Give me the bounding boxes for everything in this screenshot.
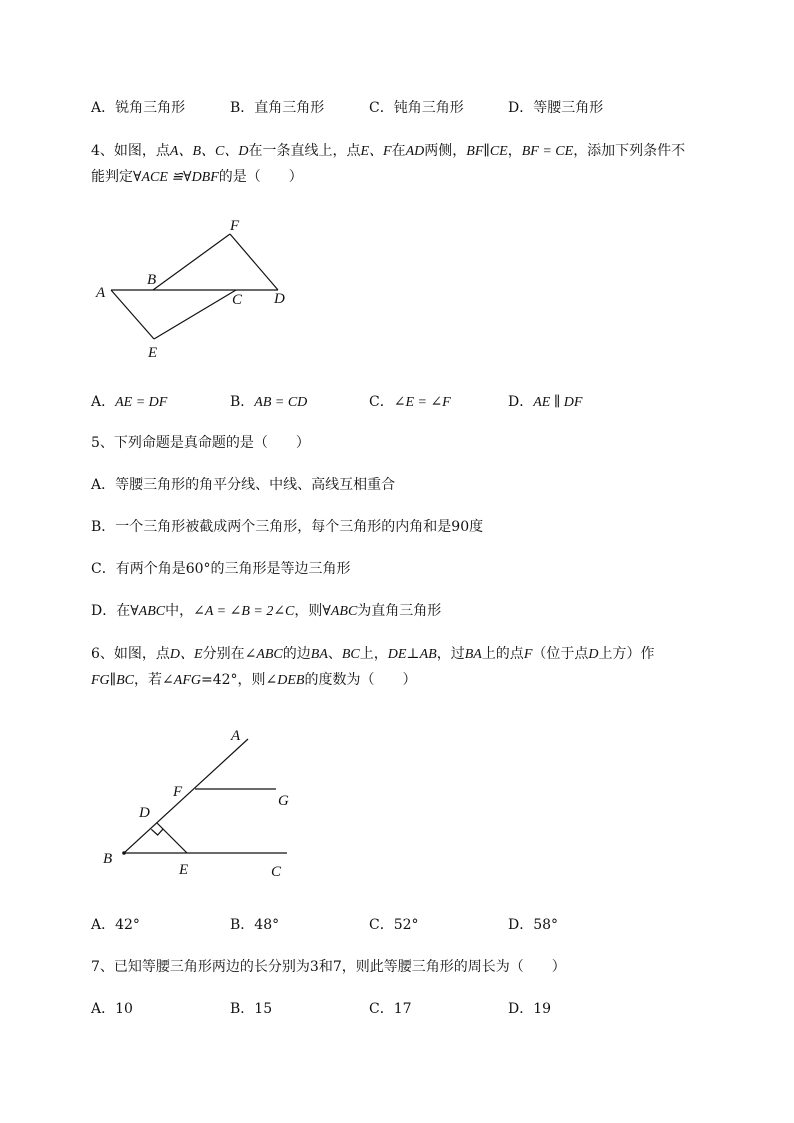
q4-option-prefix: B． [230,394,255,410]
q6-option-c: C．52° [369,917,419,933]
q5-text: 中， [165,603,194,619]
q6-points: D、E [169,647,203,662]
q4-text: ，添加下列条件不 [573,143,686,159]
q4-text: 4、如图，点 [91,143,170,159]
q4-text: 能判定 [91,169,133,185]
q6-text: 分别在 [202,646,245,662]
q6-segment: BA [464,647,482,662]
q6-segment: BA [310,647,328,662]
q4-text: 两侧， [424,143,467,159]
q6-text: 的边 [282,646,311,662]
q6-label-e: E [179,862,189,878]
q4-segment: AD [405,144,425,159]
q6-label-a: A [231,728,241,744]
q4-label-f: F [230,218,240,234]
q6-parallel-expr: FG∥BC [91,673,135,688]
q4-points: A、B、C、D [169,144,249,159]
q6-label-c: C [271,864,282,880]
q4-parallel-expr: BF∥CE [466,144,508,159]
q7-option-a: A．10 [91,1001,133,1017]
q4-option-expr: AE ∥ DF [533,395,583,410]
q6-angle: ∠AFG [162,673,201,688]
q4-label-b: B [147,272,157,288]
q5-triangle: ∀ABC [322,604,358,619]
q4-option-prefix: C． [369,394,394,410]
q4-points: E、F [360,144,392,159]
q7-option-d: D．19 [508,1001,552,1017]
q6-text: ，若 [134,672,163,688]
q6-segment: BC [341,647,360,662]
q4-option-expr: AE = DF [115,395,168,410]
q5-option-c: C．有两个角是60°的三角形是等边三角形 [91,561,351,577]
q6-label-g: G [278,793,289,809]
q7-stem: 7、已知等腰三角形两边的长分别为3和7，则此等腰三角形的周长为（ ） [91,959,566,975]
q6-segment-de [157,823,187,853]
q6-right-angle-mark [151,829,163,836]
q6-perp-expr: DE⊥AB [387,647,437,662]
q5-text: 为直角三角形 [357,603,442,619]
q3-option-d: D．等腰三角形 [508,100,604,116]
q6-text: 上， [359,646,388,662]
q6-text: 6、如图，点 [91,646,170,662]
q6-point: D [588,647,599,662]
q4-text: 在一条直线上，点 [248,143,361,159]
q4-label-d: D [274,291,285,307]
q4-option-prefix: D． [508,394,534,410]
q6-option-d: D．58° [508,917,559,933]
q6-ray-ba [124,739,248,853]
q5-stem: 5、下列命题是真命题的是（ ） [91,435,310,451]
q5-option-a: A．等腰三角形的角平分线、中线、高线互相重合 [91,477,396,493]
q5-text: ，则 [294,603,323,619]
q4-text: 在 [391,143,406,159]
q4-option-expr: ∠E = ∠F [393,395,451,410]
q6-point-b-dot [122,851,126,855]
q4-option-expr: AB = CD [254,395,308,410]
q4-label-a: A [96,285,106,301]
q4-text: ， [507,143,522,159]
q6-text: =42°，则 [200,672,266,688]
q6-option-a: A．42° [91,917,140,933]
q6-text: 的度数为（ ） [304,672,417,688]
q5-text: D．在 [91,603,131,619]
q6-label-b: B [103,851,113,867]
q6-option-b: B．48° [230,917,280,933]
q6-angle: ∠DEB [265,673,305,688]
q6-point: F [523,647,533,662]
q6-text: ，过 [436,646,465,662]
q7-option-c: C．17 [369,1001,412,1017]
q6-label-f: F [173,784,183,800]
q6-text: 上方）作 [598,646,655,662]
q5-triangle: ∀ABC [130,604,166,619]
q3-option-b: B．直角三角形 [230,100,325,116]
q4-equal-expr: BF = CE [521,144,574,159]
q4-text: 的是（ ） [218,169,303,185]
q4-congruence-expr: ∀ACE ≌∀DBF [133,170,219,185]
q5-angle-expr: ∠A = ∠B = 2∠C [193,604,295,619]
q3-option-a: A．锐角三角形 [91,100,186,116]
q6-text: （位于点 [532,646,589,662]
q6-text: 、 [327,646,342,662]
q6-label-d: D [139,805,150,821]
q6-angle: ∠ABC [244,647,283,662]
q6-text: 上的点 [481,646,524,662]
q4-label-c: C [232,292,243,308]
q5-option-b: B．一个三角形被截成两个三角形，每个三角形的内角和是90度 [91,519,484,535]
q3-option-c: C．钝角三角形 [369,100,464,116]
q4-option-prefix: A． [91,394,116,410]
q4-label-e: E [148,345,158,361]
q7-option-b: B．15 [230,1001,273,1017]
